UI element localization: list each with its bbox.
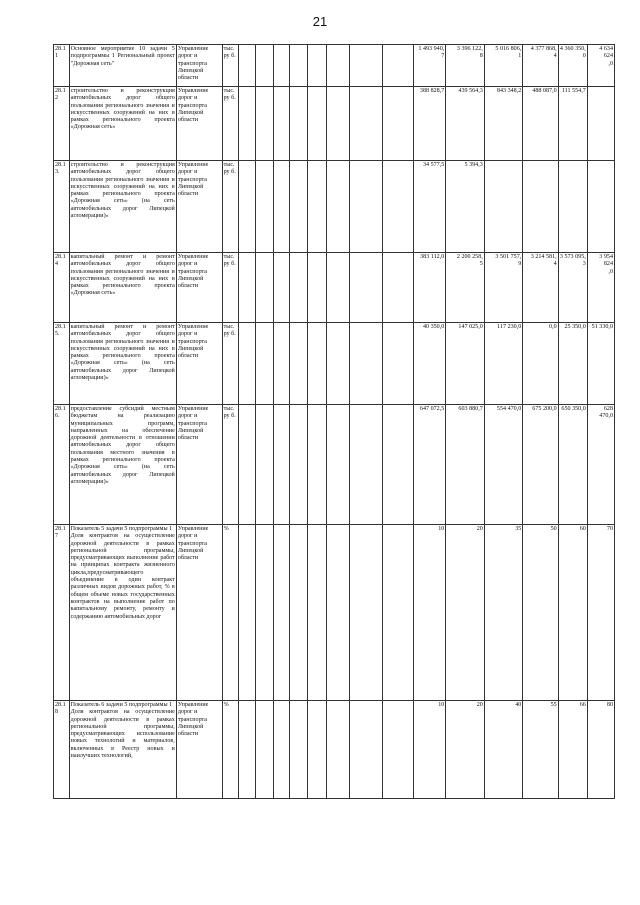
table-row [54,161,615,253]
row-number: 28.1 8 [54,701,70,799]
table-row [54,45,615,87]
value-cell [349,45,382,87]
row-number: 28.1 5. [54,323,70,405]
empty-cell [273,161,290,253]
table-row [54,701,615,799]
value-cell [349,701,382,799]
value-cell: 4 634 624 ,0 [587,45,614,87]
value-cell [349,525,382,701]
row-description: строительство и реконструкция автомобильных дорог общего пользования регионального значения и искусственных сооружений на них в рамках регионального проекта «Дорожная сеть» [69,87,176,161]
value-cell [307,525,326,701]
value-cell [349,87,382,161]
value-cell: 66 [558,701,587,799]
row-number: 28.1 2 [54,87,70,161]
value-cell: 10 [414,525,446,701]
row-number: 28.1 3. [54,161,70,253]
value-cell: 20 [446,701,485,799]
row-description: Показатель 6 задачи 5 подпрограммы 1 Доля контрактов на осуществление дорожной деятельности в рамках региональной программы, предусматривающих использование новых технологий и материалов, включенных в Реестр новых и наилучших технологий, [69,701,176,799]
row-unit: тыс. ру б. [222,45,239,87]
row-executor: Управление дорог и транспорта Липецкой области [176,323,222,405]
value-cell [290,323,308,405]
row-unit: % [222,701,239,799]
table-row [54,253,615,323]
value-cell: 5 016 806, 1 [484,45,523,87]
empty-cell [239,45,256,87]
empty-cell [255,405,273,525]
value-cell [326,701,349,799]
row-description: строительство и реконструкция автомобильных дорог общего пользования регионального значения и искусственных сооружений на них в рамках регионального проекта «Дорожная сеть» (на сеть автомобильных дорог Липецкой агломерации)» [69,161,176,253]
value-cell: 603 880,7 [446,405,485,525]
value-cell [307,161,326,253]
value-cell [587,87,614,161]
value-cell: 383 112,0 [414,253,446,323]
value-cell [307,253,326,323]
value-cell [307,323,326,405]
value-cell: 147 025,0 [446,323,485,405]
value-cell [326,87,349,161]
value-cell [382,405,413,525]
row-description: капитальный ремонт и ремонт автомобильных дорог общего пользования регионального значения и искусственных сооружений на них в рамках регионального проекта «Дорожная сеть» [69,253,176,323]
value-cell: 3 954 824 ,0 [587,253,614,323]
value-cell: 51 330,0 [587,323,614,405]
row-unit: тыс. ру б. [222,87,239,161]
value-cell: 55 [523,701,558,799]
row-executor: Управление дорог и транспорта Липецкой области [176,45,222,87]
row-unit: тыс. ру б. [222,405,239,525]
row-description: Основное мероприятие 10 задачи 5 подпрограммы 1 Региональный проект "Дорожная сеть" [69,45,176,87]
row-number: 28.1 7 [54,525,70,701]
value-cell: 111 554,7 [558,87,587,161]
value-cell [307,701,326,799]
empty-cell [239,525,256,701]
value-cell: 2 200 258, 5 [446,253,485,323]
value-cell [326,525,349,701]
value-cell [382,161,413,253]
value-cell: 3 396 122, 8 [446,45,485,87]
value-cell [326,161,349,253]
value-cell: 3 501 757, 9 [484,253,523,323]
value-cell [326,323,349,405]
value-cell [290,405,308,525]
value-cell [290,161,308,253]
value-cell: 117 230,0 [484,323,523,405]
row-number: 28.1 4 [54,253,70,323]
row-description: капитальный ремонт и ремонт автомобильных дорог общего пользования регионального значения и искусственных сооружений на них в рамках регионального проекта «Дорожная сеть» (на сеть автомобильных дорог Липецкой агломерации)» [69,323,176,405]
value-cell: 60 [558,525,587,701]
value-cell [382,323,413,405]
empty-cell [255,161,273,253]
value-cell [349,405,382,525]
table-row [54,87,615,161]
value-cell [307,45,326,87]
empty-cell [239,323,256,405]
value-cell [290,701,308,799]
value-cell: 70 [587,525,614,701]
row-number: 28.1 1 [54,45,70,87]
value-cell [484,161,523,253]
row-description: предоставление субсидий местным бюджетам на реализацию муниципальных программ, направленных на обеспечение дорожной деятельности в отношении автомобильных дорог общего пользования местного значения в рамках регионального проекта «Дорожная сеть» (на сеть автомобильных дорог Липецкой агломерации)» [69,405,176,525]
value-cell: 488 087,0 [523,87,558,161]
value-cell: 0,0 [523,323,558,405]
value-cell [523,161,558,253]
page-number: 21 [312,14,328,29]
table-row [54,525,615,701]
value-cell: 35 [484,525,523,701]
empty-cell [273,405,290,525]
value-cell: 3 214 581, 4 [523,253,558,323]
value-cell: 647 072,5 [414,405,446,525]
value-cell: 50 [523,525,558,701]
value-cell: 3 573 095, 3 [558,253,587,323]
row-unit: тыс. ру б. [222,323,239,405]
empty-cell [239,253,256,323]
value-cell [326,253,349,323]
value-cell: 675 200,0 [523,405,558,525]
value-cell [326,405,349,525]
empty-cell [273,45,290,87]
value-cell: 843 348,2 [484,87,523,161]
value-cell [382,45,413,87]
value-cell: 4 377 868, 4 [523,45,558,87]
value-cell: 554 470,0 [484,405,523,525]
value-cell [326,45,349,87]
value-cell [290,45,308,87]
value-cell [382,701,413,799]
value-cell: 34 577,5 [414,161,446,253]
row-unit: % [222,525,239,701]
empty-cell [273,87,290,161]
row-number: 28.1 6. [54,405,70,525]
value-cell: 20 [446,525,485,701]
value-cell: 4 360 350, 0 [558,45,587,87]
row-unit: тыс. ру б. [222,253,239,323]
row-executor: Управление дорог и транспорта Липецкой области [176,525,222,701]
value-cell: 439 564,3 [446,87,485,161]
empty-cell [239,701,256,799]
value-cell: 80 [587,701,614,799]
row-executor: Управление дорог и транспорта Липецкой области [176,87,222,161]
value-cell: 25 350,0 [558,323,587,405]
empty-cell [255,701,273,799]
value-cell [349,161,382,253]
value-cell [349,323,382,405]
empty-cell [273,323,290,405]
row-executor: Управление дорог и транспорта Липецкой области [176,253,222,323]
empty-cell [255,253,273,323]
empty-cell [255,45,273,87]
empty-cell [239,405,256,525]
value-cell: 388 828,7 [414,87,446,161]
value-cell [382,525,413,701]
value-cell: 650 350,0 [558,405,587,525]
value-cell: 1 493 940, 7 [414,45,446,87]
value-cell [290,253,308,323]
value-cell: 628 470,0 [587,405,614,525]
value-cell [587,161,614,253]
value-cell [558,161,587,253]
empty-cell [273,701,290,799]
value-cell [307,87,326,161]
empty-cell [255,323,273,405]
value-cell [290,525,308,701]
row-executor: Управление дорог и транспорта Липецкой области [176,701,222,799]
empty-cell [255,87,273,161]
value-cell: 40 350,0 [414,323,446,405]
table-row [54,323,615,405]
value-cell [382,87,413,161]
row-executor: Управление дорог и транспорта Липецкой области [176,405,222,525]
value-cell [290,87,308,161]
empty-cell [273,525,290,701]
empty-cell [239,87,256,161]
value-cell: 40 [484,701,523,799]
row-executor: Управление дорог и транспорта Липецкой области [176,161,222,253]
empty-cell [255,525,273,701]
empty-cell [273,253,290,323]
program-table [53,44,615,799]
table-row [54,405,615,525]
value-cell: 10 [414,701,446,799]
empty-cell [239,161,256,253]
row-unit: тыс. ру б. [222,161,239,253]
value-cell: 5 394,3 [446,161,485,253]
value-cell [307,405,326,525]
value-cell [382,253,413,323]
value-cell [349,253,382,323]
row-description: Показатель 5 задачи 5 подпрограммы 1 Доля контрактов на осуществление дорожной деятельности в рамках региональной программы, предусматривающих выполнение работ на принципах контракта жизненного цикла,предусматривающего объединение в один контракт различных видов дорожных работ, % в общем объеме новых государственных контрактов на выполнение работ по капитальному ремонту, ремонту и содержанию автомобильных дорог [69,525,176,701]
